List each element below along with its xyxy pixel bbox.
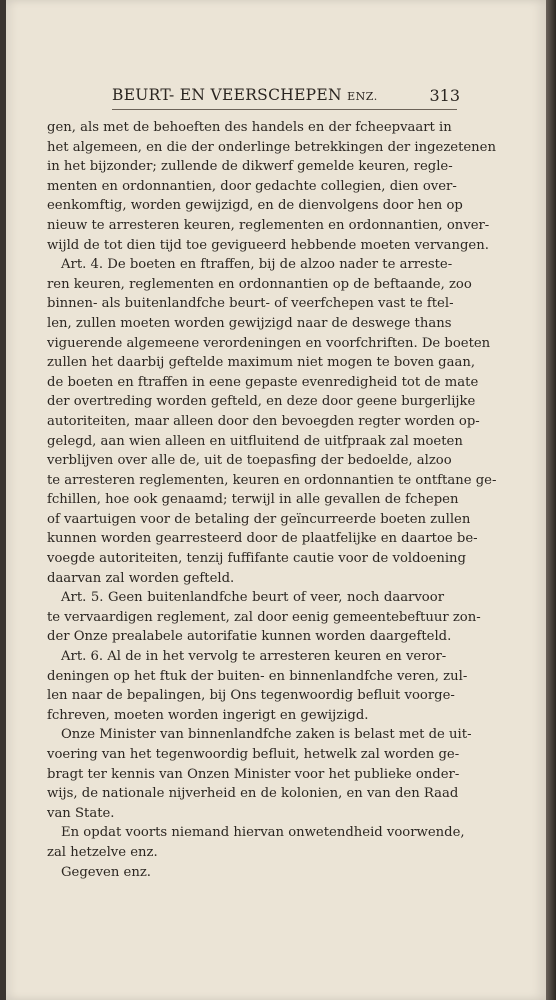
text-line: de boeten en ftraffen in eene gepaste evenredigheid tot de mate: [47, 374, 479, 390]
text-line: het algemeen, en die der onderlinge betrekkingen der ingezetenen: [47, 139, 496, 155]
text-line: kunnen worden gearresteerd door de plaatfelijke en daartoe be-: [47, 531, 478, 547]
text-line: te vervaardigen reglement, zal door eenig gemeentebeftuur zon-: [47, 609, 481, 625]
page-header: [112, 86, 460, 110]
text-line: daarvan zal worden gefteld.: [47, 570, 235, 586]
text-line: wijs, de nationale nijverheid en de kolonien, en van den Raad: [47, 786, 459, 802]
book-fore-edge: [546, 0, 556, 1000]
text-line: te arresteren reglementen, keuren en ordonnantien te ontftane ge-: [47, 472, 497, 488]
text-line: gelegd, aan wien alleen en uitfluitend de uitfpraak zal moeten: [47, 433, 463, 449]
header-rule: [112, 109, 457, 110]
text-line: wijld de tot dien tijd toe gevigueerd hebbende moeten vervangen.: [47, 237, 489, 253]
text-line: Art. 5. Geen buitenlandfche beurt of veer, noch daarvoor: [61, 590, 444, 606]
text-line: len, zullen moeten worden gewijzigd naar de deswege thans: [47, 315, 452, 331]
page-number: 313: [429, 86, 460, 105]
text-line: voering van het tegenwoordig befluit, hetwelk zal worden ge-: [47, 747, 460, 762]
text-line: Gegeven enz.: [61, 864, 151, 880]
running-title-suffix: ENZ.: [347, 90, 378, 103]
text-line: fchreven, moeten worden ingerigt en gewijzigd.: [47, 707, 369, 723]
text-line: of vaartuigen voor de betaling der geïncurreerde boeten zullen: [47, 511, 471, 527]
text-line: fchillen, hoe ook genaamd; terwijl in alle gevallen de fchepen: [47, 492, 459, 508]
text-line: in het bijzonder; zullende de dikwerf gemelde keuren, regle-: [47, 159, 453, 175]
text-line: menten en ordonnantien, door gedachte collegien, dien over-: [47, 178, 457, 194]
text-line: nieuw te arresteren keuren, reglementen en ordonnantien, onver-: [47, 217, 490, 233]
text-line: deningen op het ftuk der buiten- en binnenlandfche veren, zul-: [47, 668, 468, 684]
text-line: Art. 6. Al de in het vervolg te arresteren keuren en veror-: [61, 649, 447, 665]
text-line: En opdat voorts niemand hiervan onwetendheid voorwende,: [61, 825, 465, 841]
text-line: viguerende algemeene verordeningen en voorfchriften. De boeten: [47, 335, 491, 351]
text-line: gen, als met de behoeften des handels en der fcheepvaart in: [47, 120, 452, 135]
text-line: zal hetzelve enz.: [47, 844, 158, 860]
text-line: der overtreding worden gefteld, en deze door geene burgerlijke: [47, 394, 476, 410]
text-line: autoriteiten, maar alleen door den bevoegden regter worden op-: [47, 413, 480, 429]
body-text: [47, 118, 497, 882]
text-line: voegde autoriteiten, tenzij fuffifante cautie voor de voldoening: [47, 551, 466, 567]
text-line: Art. 4. De boeten en ftraffen, bij de alzoo nader te arreste-: [61, 257, 453, 273]
text-line: Onze Minister van binnenlandfche zaken is belast met de uit-: [61, 727, 472, 743]
text-line: der Onze prealabele autorifatie kunnen worden daargefteld.: [47, 629, 452, 645]
running-title-main: BEURT- EN VEERSCHEPEN: [112, 86, 342, 104]
running-title: [112, 86, 378, 104]
text-line: verblijven over alle de, uit de toepasfing der bedoelde, alzoo: [47, 453, 452, 469]
text-line: van State.: [47, 805, 115, 821]
text-line: eenkomftig, worden gewijzigd, en de dienvolgens door hen op: [47, 198, 463, 214]
text-line: ren keuren, reglementen en ordonnantien op de beftaande, zoo: [47, 276, 472, 292]
text-line: zullen het daarbij geftelde maximum niet mogen te boven gaan,: [47, 355, 476, 371]
text-line: binnen- als buitenlandfche beurt- of veerfchepen vast te ftel-: [47, 296, 454, 312]
text-line: len naar de bepalingen, bij Ons tegenwoordig befluit voorge-: [47, 688, 455, 704]
text-line: bragt ter kennis van Onzen Minister voor het publieke onder-: [47, 766, 460, 782]
